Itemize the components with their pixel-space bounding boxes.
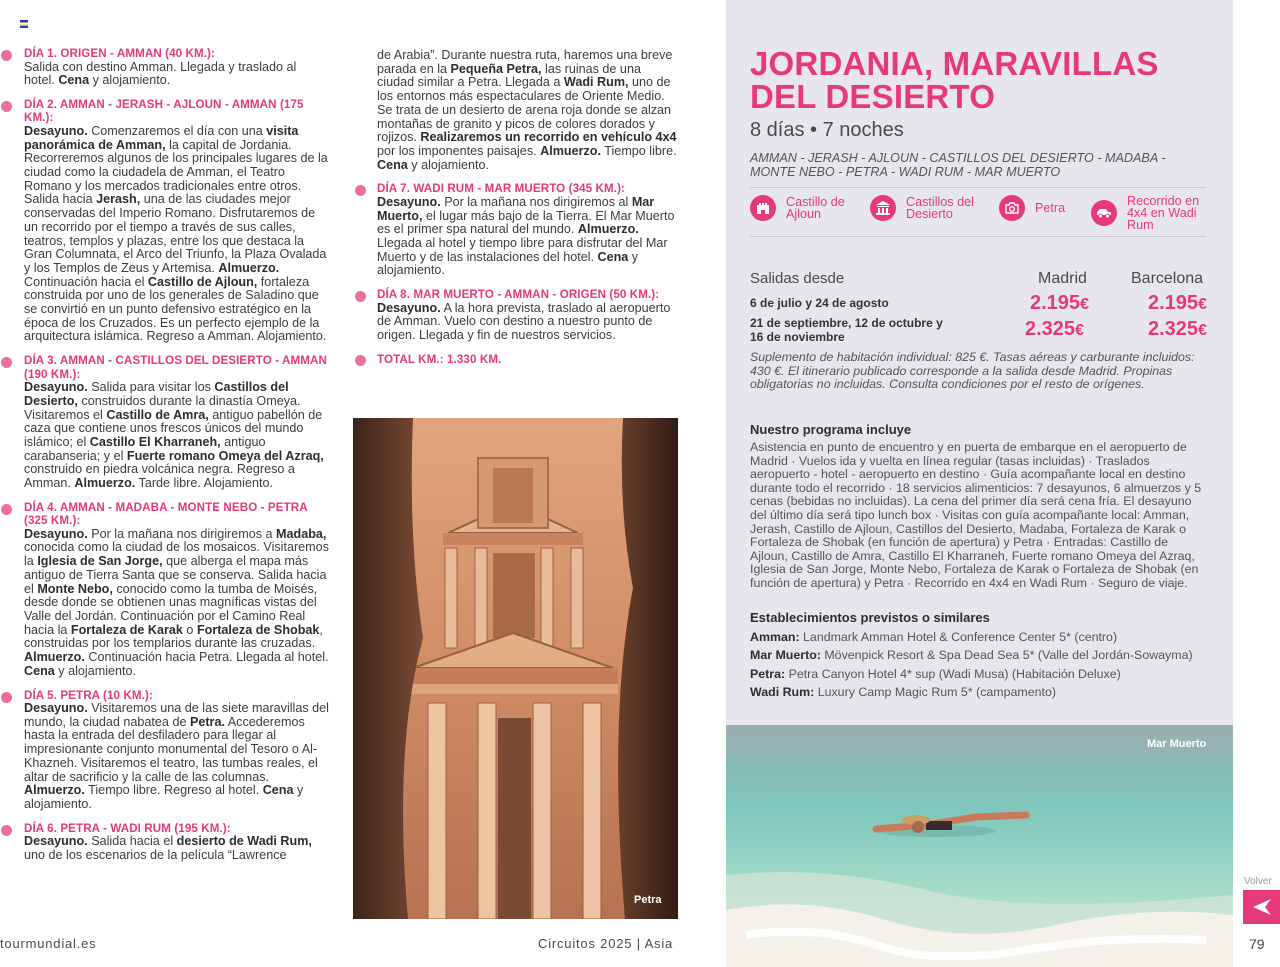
highlight-label: Castillo de Ajloun — [786, 195, 845, 221]
day-title: DÍA 4. AMMAN - MADABA - MONTE NEBO - PETRA (325 KM.): — [24, 500, 308, 528]
day-description: Desayuno. Visitaremos una de las siete maravillas del mundo, la ciudad nabatea de Petra. Accederemos hasta la entrada del desfiladero para llegar al impresionante conjunto monumental del Tesoro o Al-Khazneh. Visitaremos el teatro, las tumbas reales, el altar de sacrificio y la calle de las columnas. Almuerzo. Tiempo libre. Regreso al hotel. Cena y alojamiento. — [24, 701, 329, 811]
price-supplement-note: Suplemento de habitación individual: 825 €. Tasas aéreas y carburante incluidos: 430 €. El itinerario publicado corresponde a la salida desde Madrid. Propinas obligatorias no incluidas. Consulta condiciones por el resto de orígenes. — [750, 350, 1195, 392]
highlight-label: Recorrido en 4x4 en Wadi Rum — [1127, 194, 1200, 232]
includes-text: Asistencia en punto de encuentro y en puerta de embarque en el aeropuerto de Madrid · Vuelos ida y vuelta en línea regular (tasas incluidas) · Traslados aeropuerto - hotel - aeropuerto en destino · Guía acompañante local en destino durante todo el recorrido · 18 servicios alimenticios: 7 desayunos, 6 almuerzos y 5 cenas (bebidas no incluidas). La cena del primer día será cena fría. El desayuno del último día será tipo lunch box · Visitas con guía acompañante local: Amman, Jerash, Castillo de Ajloun, Castillos del Desierto, Madaba, Fortaleza de Karak o Fortaleza de Shobak (en función de apertura) y Petra · Entradas: Castillo de Ajloun, Castillo de Amra, Castillo El Kharraneh, Fuerte romano Omeya del Azraq, Iglesia de San Jorge, Monte Nebo, Fortaleza de Karak o Fortaleza de Shobak (en función de apertura) y Petra · Recorrido en 4x4 en Wadi Rum · Seguro de viaje. — [750, 440, 1202, 590]
day-description: Desayuno. Por la mañana nos dirigiremos al Mar Muerto, el lugar más bajo de la Tierra. El Mar Muerto es el primer spa natural del mundo. Almuerzo. Llegada al hotel y tiempo libre para disfrutar del Mar Muerto y de las instalaciones del hotel. Cena y alojamiento. — [377, 194, 675, 278]
day-title: DÍA 8. MAR MUERTO - AMMAN - ORIGEN (50 KM.): — [377, 288, 660, 302]
divider — [750, 187, 1206, 188]
dead-sea-caption: Mar Muerto — [1147, 738, 1207, 750]
day-description: Desayuno. Por la mañana nos dirigiremos a Madaba, conocida como la ciudad de los mosaicos. Visitaremos la Iglesia de San Jorge, que alberga el mapa más antiguo de Tierra Santa que se conserva. Salida hacia el Monte Nebo, conocido como la tumba de Moisés, desde donde se obtienen unas magníficas vistas del Valle del Jordán. Continuación por el Camino Real hacia la Fortaleza de Karak o Fortaleza de Shobak, construidas por los templarios durante las cruzadas. Almuerzo. Continuación hacia Petra. Llegada al hotel. Cena y alojamiento. — [24, 526, 329, 678]
day-description: Desayuno. A la hora prevista, traslado al aeropuerto de Amman. Vuelo con destino a nuestro punto de origen. Llegada y fin de nuestros servicios. — [377, 300, 671, 342]
price-barcelona: 2.325€ — [1148, 318, 1207, 340]
day-title: DÍA 5. PETRA (10 KM.): — [24, 688, 153, 702]
day-description: Desayuno. Salida hacia el desierto de Wadi Rum, uno de los escenarios de la película “Lawrence — [24, 834, 312, 862]
back-label[interactable]: Volver — [1244, 876, 1272, 887]
itinerary-day — [24, 47, 330, 88]
day-title: DÍA 3. AMMAN - CASTILLOS DEL DESIERTO - AMMAN (190 KM.): — [24, 354, 327, 381]
footer-catalog: Circuitos 2025 | Asia — [538, 936, 674, 951]
day-title: DÍA 7. WADI RUM - MAR MUERTO (345 KM.): — [377, 182, 626, 196]
itinerary-total — [377, 353, 677, 367]
hotel-item: Mar Muerto: Mövenpick Resort & Spa Dead Sea 5* (Valle del Jordán-Sowayma) — [750, 648, 1193, 663]
highlight-item — [1091, 195, 1209, 231]
price-heading: Salidas desde — [750, 270, 845, 287]
day-title: DÍA 1. ORIGEN - AMMAN (40 KM.): — [24, 47, 215, 60]
highlight-label: Castillos del Desierto — [906, 195, 974, 221]
itinerary-day — [24, 822, 330, 863]
day-description: Salida con destino Amman. Llegada y traslado al hotel. Cena y alojamiento. — [24, 59, 297, 88]
itinerary-day — [24, 98, 330, 344]
dead-sea-photo — [726, 725, 1233, 967]
footer-site[interactable]: tourmundial.es — [0, 936, 97, 951]
total-km: TOTAL KM.: 1.330 KM. — [377, 352, 502, 366]
itinerary-day — [24, 501, 330, 679]
hotels-list — [750, 628, 1210, 701]
day-description: Desayuno. Salida para visitar los Castillos del Desierto, construidos durante la dinastía Omeya. Visitaremos el Castillo de Amra, antiguo pabellón de caza que contiene unos frescos únicos del mundo islámico; el Castillo El Kharraneh, antiguo carabanseria; y el Fuerte romano Omeya del Azraq, construido en piedra volcánica negra. Regreso a Amman. Almuerzo. Tarde libre. Alojamiento. — [24, 380, 324, 491]
highlight-item — [999, 195, 1075, 221]
petra-photo — [353, 418, 678, 919]
day-title: DÍA 2. AMMAN - JERASH - AJLOUN - AMMAN (175 KM.): — [24, 97, 304, 125]
city-madrid: Madrid — [1038, 270, 1087, 287]
trip-duration: 8 días • 7 noches — [750, 119, 904, 141]
camera-icon — [999, 195, 1025, 221]
highlight-item — [870, 195, 984, 221]
divider — [750, 236, 1206, 237]
itinerary-day — [24, 354, 330, 491]
petra-caption: Petra — [634, 894, 662, 906]
page-number: 79 — [1249, 936, 1265, 952]
highlight-item — [750, 195, 858, 221]
hotel-item: Petra: Petra Canyon Hotel 4* sup (Wadi Musa) (Habitación Deluxe) — [750, 666, 1121, 681]
includes-heading: Nuestro programa incluye — [750, 422, 912, 437]
itinerary-column-left — [24, 47, 330, 873]
dead-sea-illustration — [726, 725, 1233, 967]
day-6-continuation: de Arabia”. Durante nuestra ruta, haremos una breve parada en la Pequeña Petra, las ruinas de una ciudad similar a Petra. Llegada a Wadi Rum, uno de los entornos más espectaculares de Oriente Medio. Se trata de un desierto de arena roja donde se alzan montañas de granito y picos de colores dorados y rojizos. Realizaremos un recorrido en vehículo 4x4 por los imponentes paisajes. Almuerzo. Tiempo libre. Cena y alojamiento. — [377, 48, 677, 172]
hotel-item: Amman: Landmark Amman Hotel & Conference Center 5* (centro) — [750, 630, 1118, 644]
hotels-heading: Establecimientos previstos o similares — [750, 610, 990, 625]
highlight-label: Petra — [1035, 201, 1066, 215]
day-title: DÍA 6. PETRA - WADI RUM (195 KM.): — [24, 821, 231, 835]
itinerary-day — [377, 288, 677, 343]
jeep-icon — [1091, 200, 1117, 226]
hotel-item: Wadi Rum: Luxury Camp Magic Rum 5* (campamento) — [750, 684, 1056, 699]
trip-title: JORDANIA, MARAVILLAS DEL DESIERTO — [750, 45, 1159, 115]
city-barcelona: Barcelona — [1131, 270, 1204, 287]
day-description: Desayuno. Comenzaremos el día con una visita panorámica de Amman, la capital de Jordania. Recorreremos algunos de los principales lugares de la ciudad como la ciudadela de Amman, el Teatro Romano y los mercados tradicionales entre otros. Salida hacia Jerash, una de las ciudades mejor conservadas del Imperio Romano. Disfrutaremos de un recorrido por el tiempo a través de sus calles, teatros, templos y plazas, entre los que destaca la Gran Columnata, el Arco del Triunfo, la Plaza Ovalada y los Templos de Zeus y Artemisa. Almuerzo. Continuación hacia el Castillo de Ajloun, fortaleza construida por uno de los generales de Saladino que se convirtió en un punto defensivo estratégico en la época de los Cruzados. Es un perfecto ejemplo de la arquitectura islámica. Regreso a Amman. Alojamiento. — [24, 123, 328, 344]
language-flag-icon[interactable] — [20, 20, 28, 28]
itinerary-column-right — [377, 49, 677, 376]
price-barcelona: 2.195€ — [1148, 292, 1207, 314]
castle-icon — [750, 195, 776, 221]
departure-dates: 6 de julio y 24 de agosto — [750, 296, 889, 310]
itinerary-day — [24, 689, 330, 812]
temple-icon — [870, 195, 896, 221]
price-madrid: 2.195€ — [1030, 292, 1089, 314]
arrow-left-icon — [1253, 899, 1271, 915]
departure-dates: 21 de septiembre, 12 de octubre y 16 de noviembre — [750, 316, 943, 344]
back-button[interactable] — [1243, 890, 1280, 924]
price-madrid: 2.325€ — [1025, 318, 1084, 340]
trip-route: AMMAN - JERASH - AJLOUN - CASTILLOS DEL DESIERTO - MADABA - MONTE NEBO - PETRA - WADI RUM - MAR MUERTO — [750, 151, 1166, 179]
petra-treasury-illustration — [353, 418, 678, 919]
itinerary-day — [377, 182, 677, 278]
